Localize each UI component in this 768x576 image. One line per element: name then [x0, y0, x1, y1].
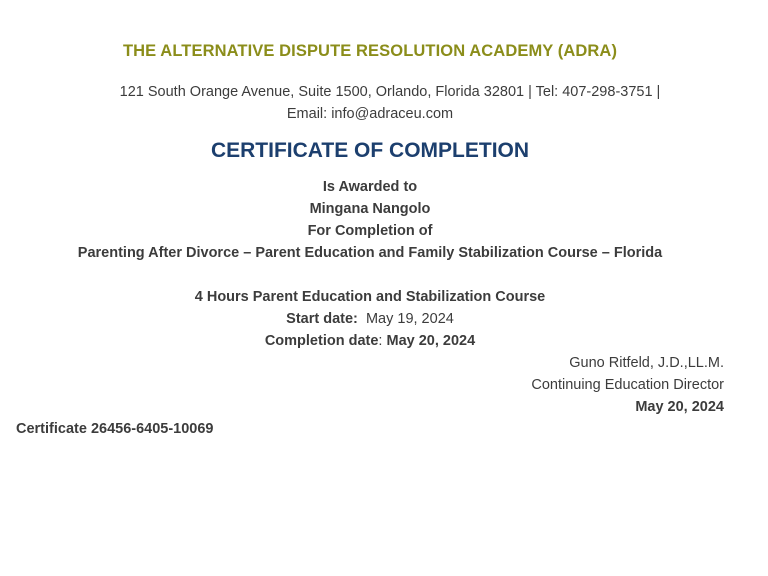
- completion-date-label: Completion date: [264, 333, 379, 349]
- signature-date: May 20, 2024: [635, 399, 724, 415]
- start-date-label: Start date:: [286, 311, 358, 327]
- course-name: Parenting After Divorce – Parent Education and Family Stabilization Course – Florida: [77, 245, 663, 261]
- signatory-title: Continuing Education Director: [531, 377, 724, 393]
- start-date-value: May 19, 2024: [365, 311, 454, 327]
- awarded-to-label: Is Awarded to: [322, 179, 418, 195]
- course-hours: 4 Hours Parent Education and Stabilization Course: [194, 289, 546, 305]
- start-date-line: [0, 311, 740, 327]
- organization-name: THE ALTERNATIVE DISPUTE RESOLUTION ACADEMY (ADRA): [122, 42, 618, 60]
- certificate-number: Certificate 26456-6405-10069: [16, 421, 214, 437]
- for-completion-label: For Completion of: [307, 223, 433, 239]
- completion-date-colon: :: [378, 333, 387, 349]
- completion-date-value: May 20, 2024: [386, 333, 476, 349]
- recipient-name: Mingana Nangolo: [309, 201, 431, 217]
- address-line: 121 South Orange Avenue, Suite 1500, Orlando, Florida 32801 | Tel: 407-298-3751 |: [119, 84, 661, 100]
- completion-date-line: [0, 333, 740, 349]
- email-line: Email: info@adraceu.com: [286, 106, 454, 122]
- certificate-title: CERTIFICATE OF COMPLETION: [210, 139, 530, 162]
- signatory-name: Guno Ritfeld, J.D.,LL.M.: [569, 355, 724, 371]
